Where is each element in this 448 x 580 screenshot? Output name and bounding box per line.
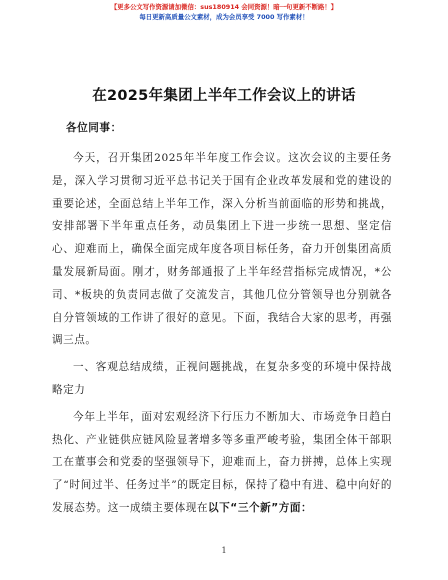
promo-banner-line-1: 【更多公文写作资源请加微信：sus180914 会同资源！暗一句更新不断路！】 bbox=[110, 3, 338, 11]
page-number: 1 bbox=[221, 546, 227, 555]
section-heading-1: 一、客观总结成绩，正视问题挑战，在复杂多变的环境中保持战略定力 bbox=[52, 361, 392, 396]
paragraph-1: 今天，召开集团2025年半年度工作会议。这次会议的主要任务是，深入学习贯彻习近平总书记关于国有企业改革发展和党的建设的重要论述，全面总结上半年工作，深入分析当前面临的形势和挑战，安排部署下半年重点任务，动员集团上下进一步统一思想、坚定信心、迎难而上，确保全面完成年度各项目标任务，奋力开创集团高质量发展新局面。刚才，财务部通报了上半年经营指标完成情况，*公司、*板块的负责同志做了交流发言，其他几位分管领导也分别就各自分管领域的工作讲了很好的意见。下面，我结合大家的思考，再强调三点。 bbox=[52, 152, 392, 347]
document-title: 在2025年集团上半年工作会议上的讲话 bbox=[92, 88, 356, 104]
salutation: 各位同事： bbox=[66, 122, 122, 134]
paragraph-3 bbox=[52, 406, 392, 520]
paragraph-3-bold-text: 以下“三个新”方面： bbox=[208, 501, 313, 514]
document-body bbox=[52, 117, 392, 520]
promo-banner bbox=[0, 2, 448, 22]
paragraph-3-text: 今年上半年，面对宏观经济下行压力不断加大、市场竞争日趋白热化、产业链供应链风险显著增多等多重严峻考验，集团全体干部职工在董事会和党委的坚强领导下，迎难而上，奋力拼搏，总体上实现了“时间过半、任务过半”的既定目标，保持了稳中有进、稳中向好的发展态势。这一成绩主要体现在 bbox=[52, 410, 392, 514]
promo-banner-line-2: 每日更新高质量公文素材，成为会员享受 7000 写作素材！ bbox=[139, 13, 309, 21]
